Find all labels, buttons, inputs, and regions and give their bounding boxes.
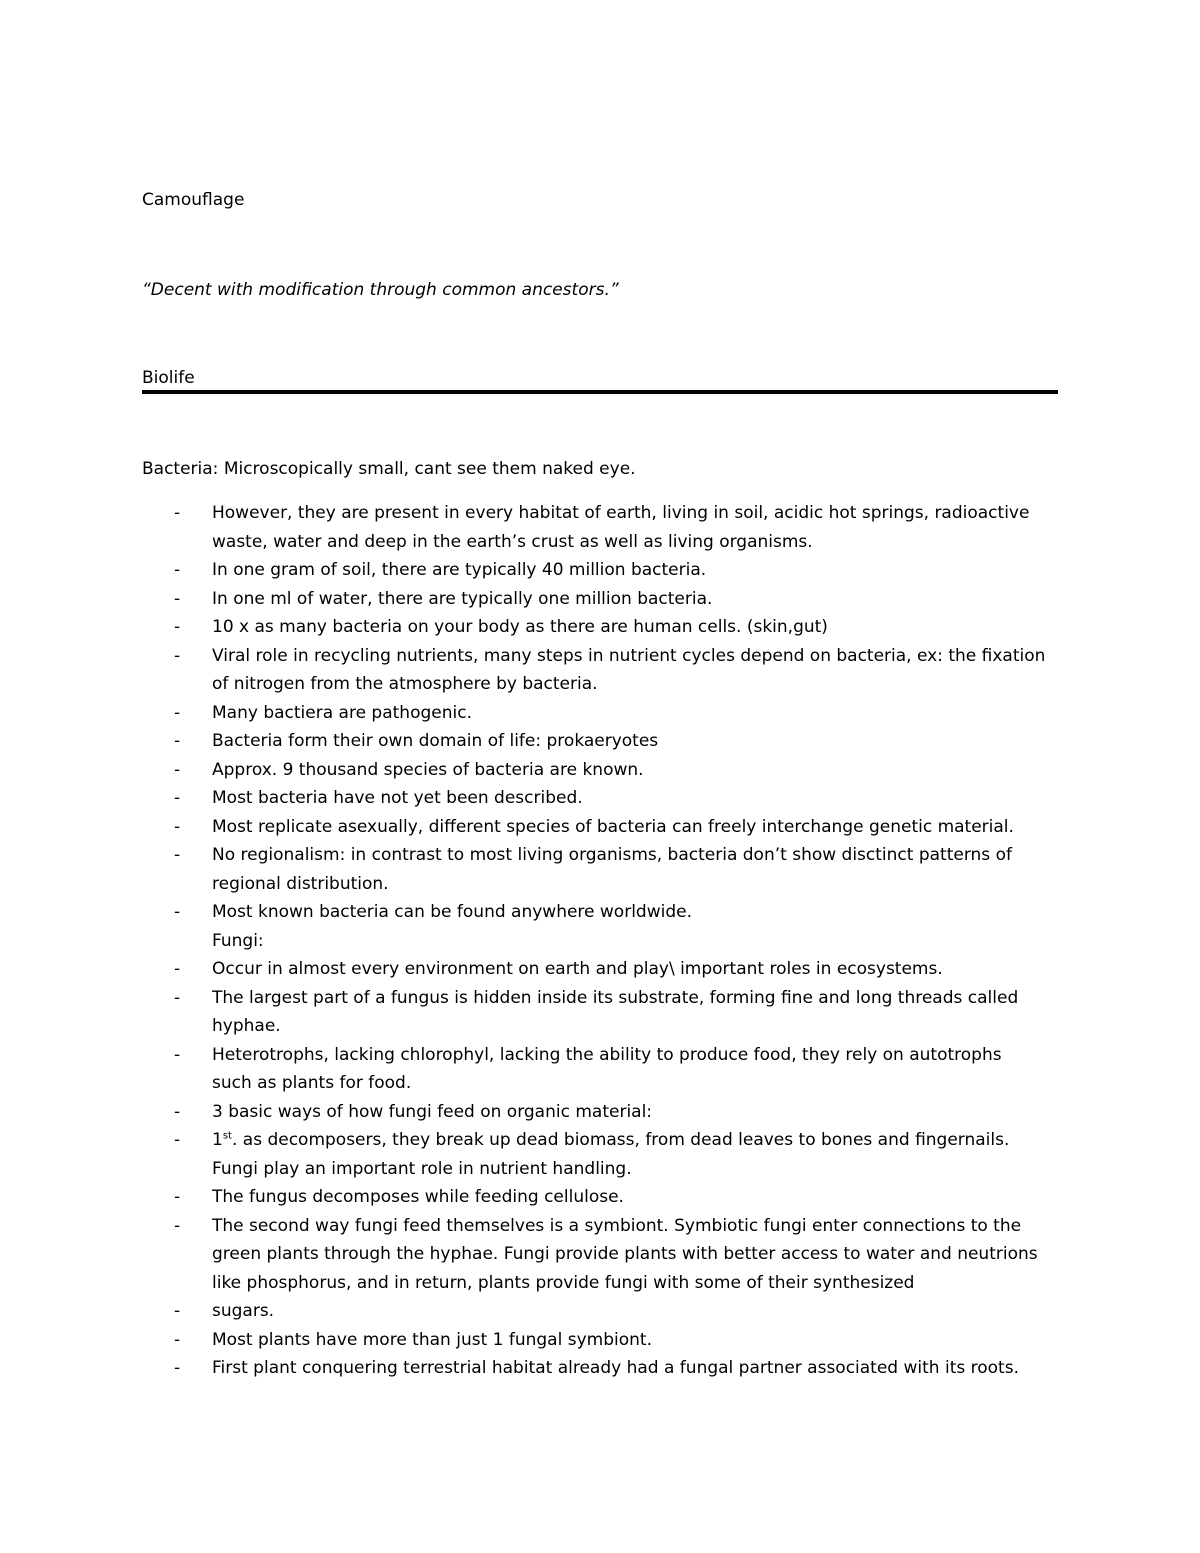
list-item	[142, 642, 1072, 699]
list-item-line	[212, 1126, 1072, 1155]
list-item-line: Approx. 9 thousand species of bacteria are known.	[212, 759, 644, 780]
list-item-line: of nitrogen from the atmosphere by bacteria.	[212, 674, 598, 694]
list-item-line: In one ml of water, there are typically one million bacteria.	[212, 588, 713, 609]
list-item	[142, 1326, 1072, 1355]
bullet-dash: -	[174, 1187, 181, 1207]
list-item	[142, 1126, 1072, 1183]
list-item-line: Most replicate asexually, different species of bacteria can freely interchange genetic material.	[212, 816, 1014, 837]
list-item-line: Most bacteria have not yet been described.	[212, 788, 583, 808]
bullet-list	[142, 499, 1072, 1383]
list-item-line: Fungi play an important role in nutrient handling.	[212, 1158, 632, 1179]
list-item	[142, 1297, 1072, 1326]
list-item-line: Fungi:	[212, 930, 264, 951]
list-item-line: The largest part of a fungus is hidden inside its substrate, forming fine and long threads called	[212, 987, 1019, 1008]
list-item	[142, 499, 1072, 556]
bullet-dash: -	[174, 1044, 181, 1065]
list-item	[142, 1041, 1072, 1098]
list-item	[142, 1212, 1072, 1298]
list-item	[142, 556, 1072, 585]
list-item-line: Heterotrophs, lacking chlorophyl, lacking the ability to produce food, they rely on autotrophs	[212, 1044, 1002, 1065]
list-item-line: Viral role in recycling nutrients, many steps in nutrient cycles depend on bacteria, ex: the fixation	[212, 645, 1046, 666]
list-item	[142, 784, 1072, 813]
list-item-line: like phosphorus, and in return, plants provide fungi with some of their synthesized	[212, 1272, 915, 1293]
quote-text: “Decent with modification through common ancestors.”	[142, 280, 619, 300]
list-item-line: First plant conquering terrestrial habitat already had a fungal partner associated with its roots.	[212, 1358, 1019, 1378]
list-item	[142, 841, 1072, 898]
list-item-line: sugars.	[212, 1301, 275, 1321]
bullet-dash: -	[174, 1358, 181, 1378]
bullet-dash: -	[174, 560, 181, 580]
bullet-dash: -	[174, 1130, 181, 1150]
list-item-line: However, they are present in every habitat of earth, living in soil, acidic hot springs, radioactive	[212, 503, 1030, 523]
bullet-dash: -	[174, 987, 181, 1008]
bullet-dash: -	[174, 731, 181, 751]
list-item-line: 10 x as many bacteria on your body as there are human cells. (skin,gut)	[212, 617, 828, 637]
list-item	[142, 1183, 1072, 1212]
bullet-dash: -	[174, 1329, 181, 1350]
bullet-dash: -	[174, 503, 181, 523]
list-item	[142, 1354, 1072, 1383]
section-divider	[142, 390, 1058, 394]
bullet-dash: -	[174, 816, 181, 837]
list-item	[142, 699, 1072, 728]
list-item-line: Most plants have more than just 1 fungal symbiont.	[212, 1329, 652, 1350]
list-item	[142, 585, 1072, 614]
list-item-line: Many bactiera are pathogenic.	[212, 702, 472, 723]
list-item	[142, 898, 1072, 927]
list-item	[142, 613, 1072, 642]
list-item-text: . as decomposers, they break up dead biomass, from dead leaves to bones and fingernails.	[231, 1130, 1010, 1150]
list-item-line: No regionalism: in contrast to most living organisms, bacteria don’t show disctinct patterns of	[212, 845, 1012, 865]
intro-paragraph: Bacteria: Microscopically small, cant see them naked eye.	[142, 459, 636, 479]
bullet-dash: -	[174, 902, 181, 922]
bullet-dash: -	[174, 645, 181, 666]
list-item-line: Most known bacteria can be found anywhere worldwide.	[212, 902, 692, 922]
list-item-line: waste, water and deep in the earth’s crust as well as living organisms.	[212, 531, 813, 552]
bullet-dash: -	[174, 959, 181, 979]
bullet-dash: -	[174, 845, 181, 865]
list-item-line: The second way fungi feed themselves is a symbiont. Symbiotic fungi enter connections to the	[212, 1215, 1022, 1236]
bullet-dash: -	[174, 759, 181, 780]
document-title: Camouflage	[142, 190, 245, 210]
bullet-dash: -	[174, 617, 181, 637]
list-item	[142, 727, 1072, 756]
list-item	[142, 927, 1072, 956]
list-item	[142, 984, 1072, 1041]
list-item	[142, 813, 1072, 842]
ordinal-suffix: st	[222, 1130, 232, 1142]
list-item-line: such as plants for food.	[212, 1073, 412, 1093]
bullet-dash: -	[174, 1215, 181, 1236]
list-item-line: Occur in almost every environment on earth and play\ important roles in ecosystems.	[212, 959, 943, 979]
list-item	[142, 756, 1072, 785]
section-heading: Biolife	[142, 368, 195, 388]
list-item-line: hyphae.	[212, 1016, 281, 1036]
list-item	[142, 1098, 1072, 1127]
list-item-line: The fungus decomposes while feeding cellulose.	[212, 1187, 624, 1207]
ordinal-number: 1	[212, 1130, 223, 1150]
list-item-line: green plants through the hyphae. Fungi provide plants with better access to water and neutrions	[212, 1244, 1038, 1264]
list-item	[142, 955, 1072, 984]
bullet-dash: -	[174, 1301, 181, 1321]
list-item-line: In one gram of soil, there are typically 40 million bacteria.	[212, 560, 707, 580]
bullet-dash: -	[174, 702, 181, 723]
bullet-dash: -	[174, 788, 181, 808]
bullet-dash: -	[174, 1101, 181, 1122]
list-item-line: 3 basic ways of how fungi feed on organic material:	[212, 1101, 653, 1122]
bullet-dash: -	[174, 588, 181, 609]
list-item-line: regional distribution.	[212, 873, 389, 894]
list-item-line: Bacteria form their own domain of life: prokaeryotes	[212, 731, 659, 751]
